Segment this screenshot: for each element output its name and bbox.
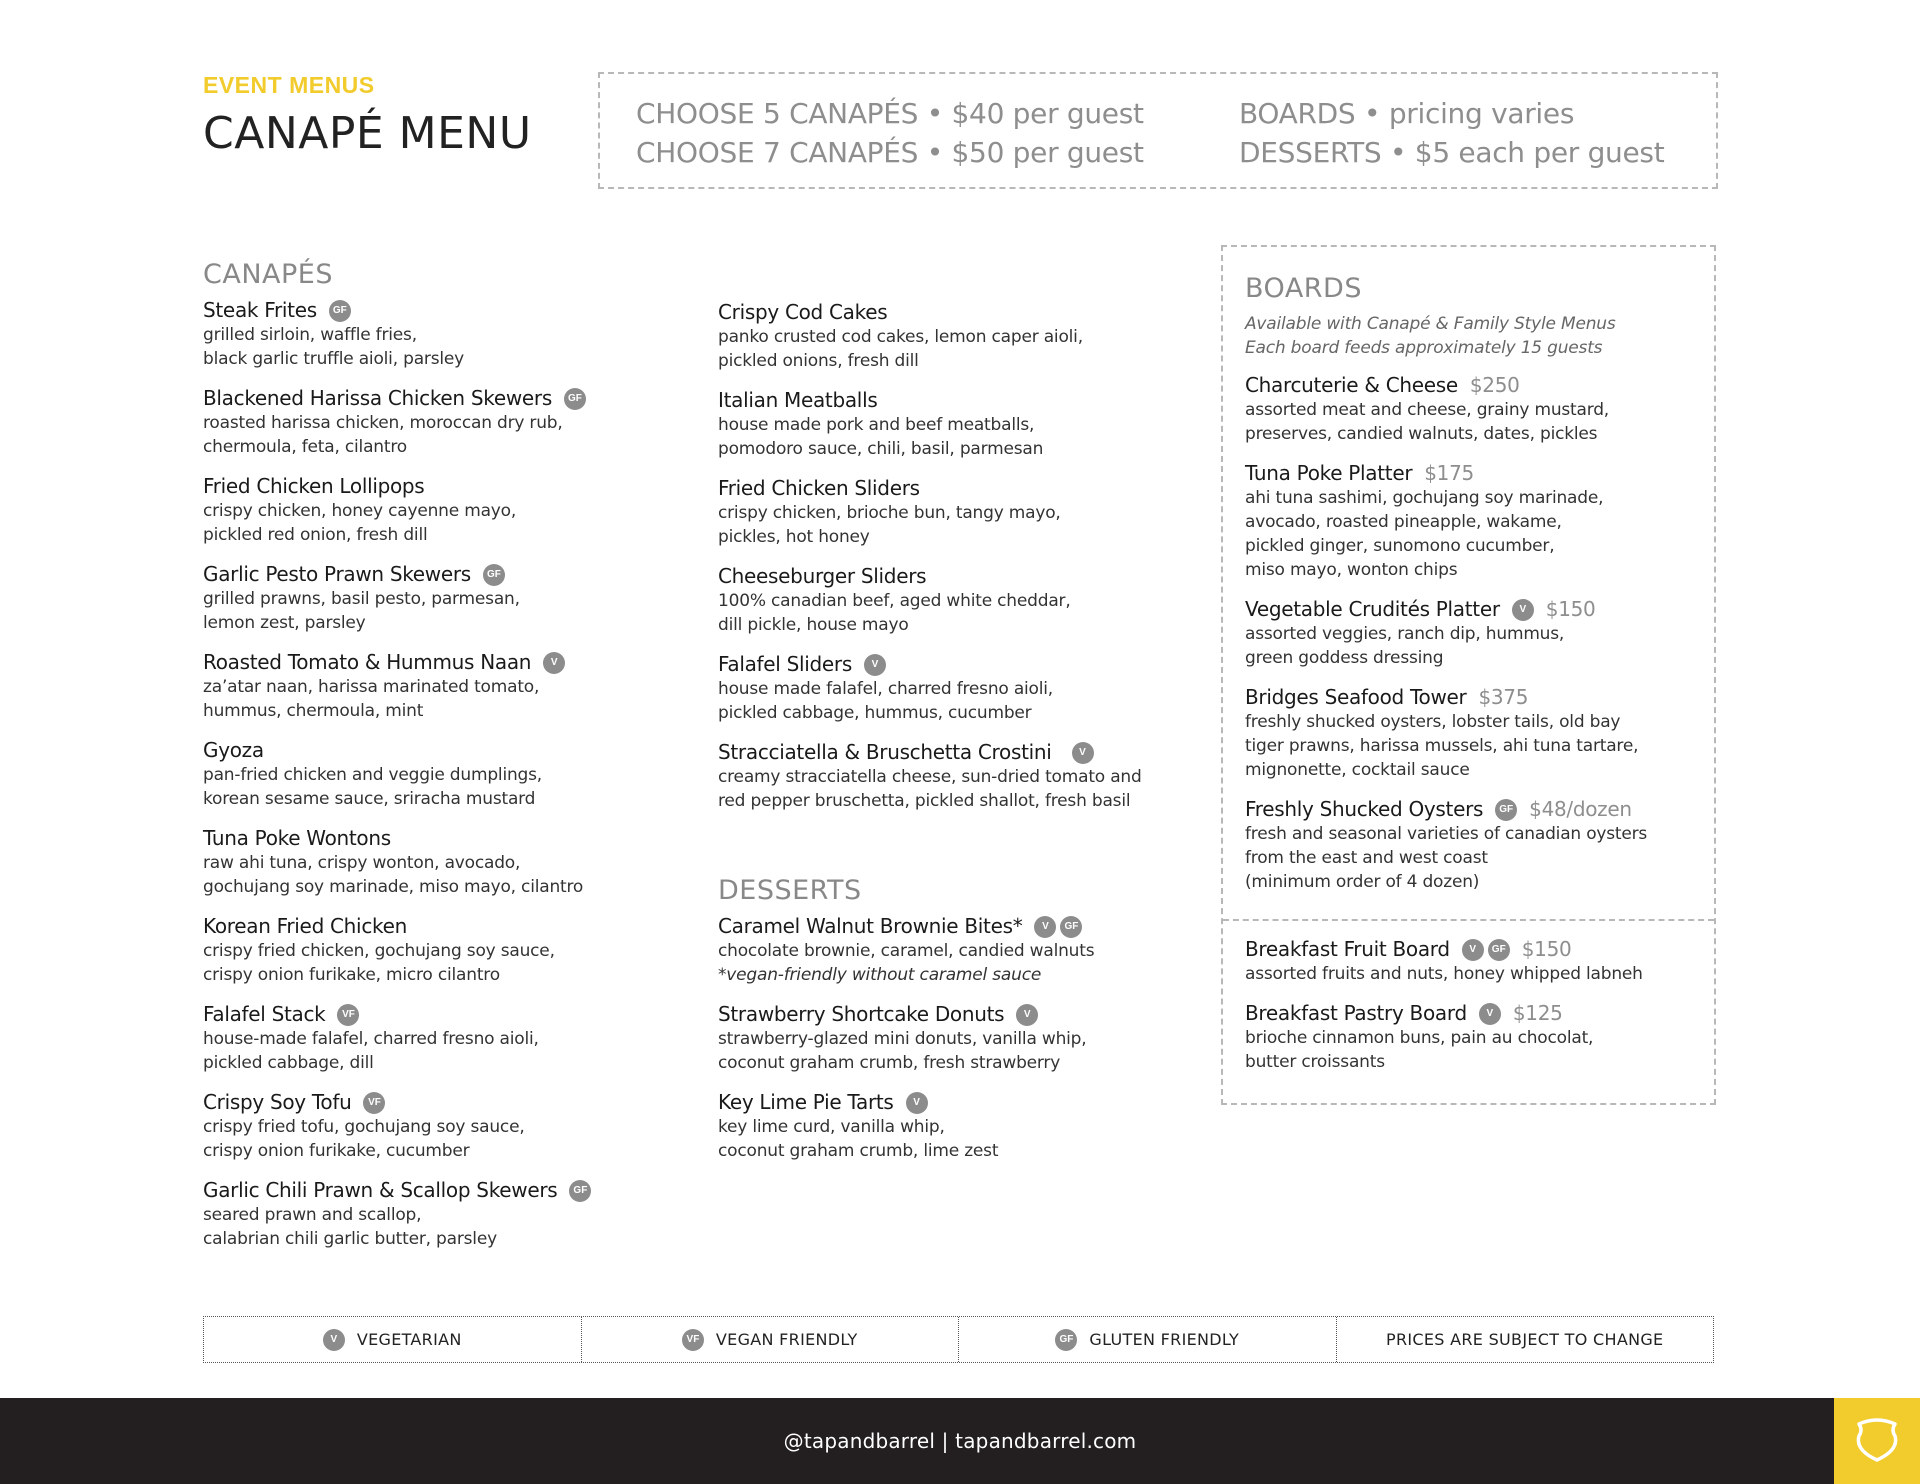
canapes-list <box>203 298 683 1251</box>
pricing-line: DESSERTS • $5 each per guest <box>1239 136 1665 169</box>
menu-item-description: grilled sirloin, waffle fries, black garlic truffle aioli, parsley <box>203 325 464 369</box>
menu-item <box>718 652 1208 725</box>
gluten-friendly-badge-icon: GF <box>329 300 351 322</box>
legend-prices-note <box>1337 1317 1714 1362</box>
menu-item-name-row <box>718 1090 1208 1115</box>
menu-item <box>203 1002 683 1075</box>
menu-item-name-row <box>718 388 1208 413</box>
menu-item-description: crispy fried tofu, gochujang soy sauce, crispy onion furikake, cucumber <box>203 1117 525 1161</box>
menu-item-name: Stracciatella & Bruschetta Crostini <box>718 740 1052 764</box>
menu-item-note: *vegan-friendly without caramel sauce <box>718 965 1042 985</box>
menu-item-description: ahi tuna sashimi, gochujang soy marinade, avocado, roasted pineapple, wakame, pickled ginger, sunomono cucumber, miso mayo, wonton chips <box>1245 488 1604 580</box>
menu-item-name: Roasted Tomato & Hummus Naan <box>203 650 532 674</box>
menu-item-description: fresh and seasonal varieties of canadian oysters from the east and west coast (minimum order of 4 dozen) <box>1245 824 1648 892</box>
menu-item-description: assorted veggies, ranch dip, hummus, green goddess dressing <box>1245 624 1565 668</box>
menu-item-name: Caramel Walnut Brownie Bites* <box>718 914 1023 938</box>
menu-item-name-row <box>718 914 1208 939</box>
menu-item-name: Strawberry Shortcake Donuts <box>718 1002 1005 1026</box>
menu-item <box>203 1090 683 1163</box>
menu-item <box>203 738 683 811</box>
menu-item-name: Key Lime Pie Tarts <box>718 1090 894 1114</box>
menu-item-name-row <box>718 564 1208 589</box>
menu-item-name-row <box>203 474 683 499</box>
menu-item-description: raw ahi tuna, crispy wonton, avocado, gochujang soy marinade, miso mayo, cilantro <box>203 853 584 897</box>
menu-item <box>203 298 683 371</box>
boards-upper <box>1245 269 1705 909</box>
menu-item-name-row <box>1245 797 1705 822</box>
vegetarian-badge-icon: V <box>1462 939 1484 961</box>
menu-item-name: Breakfast Fruit Board <box>1245 937 1450 961</box>
menu-item-name: Korean Fried Chicken <box>203 914 407 938</box>
menu-item <box>203 1178 683 1251</box>
legend-label: PRICES ARE SUBJECT TO CHANGE <box>1386 1330 1664 1349</box>
menu-item-name-row <box>203 1178 683 1203</box>
legend-gluten-friendly <box>959 1317 1337 1362</box>
menu-item <box>1245 461 1705 582</box>
menu-item-description: assorted meat and cheese, grainy mustard, preserves, candied walnuts, dates, pickles <box>1245 400 1610 444</box>
menu-item-name: Crispy Cod Cakes <box>718 300 888 324</box>
legend-label: GLUTEN FRIENDLY <box>1089 1330 1240 1349</box>
menu-item-name: Garlic Pesto Prawn Skewers <box>203 562 471 586</box>
menu-item <box>203 914 683 987</box>
menu-item-description: key lime curd, vanilla whip, coconut graham crumb, lime zest <box>718 1117 999 1161</box>
page-title: CANAPÉ MENU <box>203 108 532 159</box>
menu-item-description: house made pork and beef meatballs, pomodoro sauce, chili, basil, parmesan <box>718 415 1044 459</box>
canapes-heading: CANAPÉS <box>203 259 333 290</box>
menu-item-description: brioche cinnamon buns, pain au chocolat, butter croissants <box>1245 1028 1594 1072</box>
menu-item-description: house made falafel, charred fresno aioli, pickled cabbage, hummus, cucumber <box>718 679 1054 723</box>
menu-item <box>718 300 1208 373</box>
menu-item <box>1245 685 1705 782</box>
menu-item-name-row <box>203 298 683 323</box>
menu-item <box>1245 597 1705 670</box>
menu-item <box>718 564 1208 637</box>
menu-item-name-row <box>718 476 1208 501</box>
pricing-line: BOARDS • pricing varies <box>1239 97 1575 130</box>
vegetarian-badge-icon: V <box>543 652 565 674</box>
menu-item-name-row <box>203 826 683 851</box>
menu-item-price: $250 <box>1469 373 1520 397</box>
menu-item <box>718 914 1208 987</box>
menu-item-name-row <box>203 562 683 587</box>
gluten-friendly-badge-icon: GF <box>1060 916 1082 938</box>
boards-list <box>1245 373 1705 894</box>
menu-item-name: Crispy Soy Tofu <box>203 1090 352 1114</box>
eyebrow-label: EVENT MENUS <box>203 72 375 98</box>
menu-item <box>1245 797 1705 894</box>
menu-item-description: za’atar naan, harissa marinated tomato, hummus, chermoula, mint <box>203 677 540 721</box>
shield-logo-icon <box>1834 1398 1920 1484</box>
menu-item-name: Blackened Harissa Chicken Skewers <box>203 386 552 410</box>
menu-item <box>203 562 683 635</box>
menu-item <box>203 386 683 459</box>
menu-item-name: Falafel Stack <box>203 1002 326 1026</box>
vegan-friendly-badge-icon: VF <box>682 1329 704 1351</box>
footer <box>0 1398 1920 1484</box>
gluten-friendly-badge-icon: GF <box>1495 799 1517 821</box>
menu-item-name-row <box>203 386 683 411</box>
menu-item <box>718 1090 1208 1163</box>
menu-item-description: chocolate brownie, caramel, candied walnuts <box>718 941 1095 961</box>
menu-item-name-row <box>203 1090 683 1115</box>
menu-item-name-row <box>203 650 683 675</box>
canapes-column-2 <box>718 300 1208 1178</box>
menu-item-description: pan-fried chicken and veggie dumplings, korean sesame sauce, sriracha mustard <box>203 765 542 809</box>
menu-item-description: crispy chicken, brioche bun, tangy mayo, pickles, hot honey <box>718 503 1061 547</box>
pricing-column-left <box>636 94 1239 167</box>
desserts-list <box>718 914 1208 1163</box>
legend-label: VEGETARIAN <box>356 1330 462 1349</box>
menu-item-name: Tuna Poke Wontons <box>203 826 391 850</box>
pricing-line: CHOOSE 5 CANAPÉS • $40 per guest <box>636 97 1144 130</box>
menu-item-description: grilled prawns, basil pesto, parmesan, lemon zest, parsley <box>203 589 520 633</box>
menu-item-name: Cheeseburger Sliders <box>718 564 927 588</box>
menu-item-description: seared prawn and scallop, calabrian chili garlic butter, parsley <box>203 1205 497 1249</box>
pricing-line: CHOOSE 7 CANAPÉS • $50 per guest <box>636 136 1144 169</box>
pricing-box <box>598 72 1718 189</box>
menu-item-description: roasted harissa chicken, moroccan dry rub, chermoula, feta, cilantro <box>203 413 563 457</box>
menu-item-name-row <box>718 300 1208 325</box>
canapes-list <box>718 300 1208 813</box>
footer-links[interactable]: @tapandbarrel | tapandbarrel.com <box>783 1429 1137 1453</box>
boards-panel <box>1221 245 1716 1105</box>
menu-item-description: strawberry-glazed mini donuts, vanilla whip, coconut graham crumb, fresh strawberry <box>718 1029 1087 1073</box>
gluten-friendly-badge-icon: GF <box>564 388 586 410</box>
gluten-friendly-badge-icon: GF <box>1488 939 1510 961</box>
menu-item-name: Freshly Shucked Oysters <box>1245 797 1484 821</box>
menu-item-name-row <box>1245 597 1705 622</box>
vegetarian-badge-icon: V <box>1479 1003 1501 1025</box>
legend-bar <box>203 1316 1714 1363</box>
vegetarian-badge-icon: V <box>1512 599 1534 621</box>
spacer <box>718 828 1208 871</box>
vegan-friendly-badge-icon: VF <box>337 1004 359 1026</box>
menu-item-name-row <box>1245 685 1705 710</box>
breakfast-list <box>1245 937 1705 1074</box>
menu-item-name: Tuna Poke Platter <box>1245 461 1413 485</box>
legend-vegan-friendly <box>582 1317 960 1362</box>
menu-item-description: creamy stracciatella cheese, sun-dried tomato and red pepper bruschetta, pickled shallot, fresh basil <box>718 767 1142 811</box>
breakfast-boards <box>1245 937 1705 1089</box>
pricing-column-right <box>1239 94 1664 167</box>
menu-item-name: Steak Frites <box>203 298 317 322</box>
menu-item <box>203 474 683 547</box>
menu-item-name-row <box>1245 937 1705 962</box>
menu-item-name-row <box>1245 461 1705 486</box>
menu-item <box>1245 373 1705 446</box>
canapes-column-1 <box>203 255 683 1266</box>
menu-item-name-row <box>718 740 1208 765</box>
desserts-heading: DESSERTS <box>718 875 862 906</box>
menu-item-name: Breakfast Pastry Board <box>1245 1001 1467 1025</box>
divider <box>1223 919 1714 921</box>
boards-subtitle: Available with Canapé & Family Style Menus Each board feeds approximately 15 guests <box>1245 314 1616 358</box>
menu-item-name: Gyoza <box>203 738 264 762</box>
menu-item-description: assorted fruits and nuts, honey whipped labneh <box>1245 964 1643 984</box>
menu-item <box>1245 1001 1705 1074</box>
vegetarian-badge-icon: V <box>323 1329 345 1351</box>
menu-item <box>718 1002 1208 1075</box>
menu-item-description: crispy fried chicken, gochujang soy sauce, crispy onion furikake, micro cilantro <box>203 941 555 985</box>
vegetarian-badge-icon: V <box>1072 742 1094 764</box>
gluten-friendly-badge-icon: GF <box>483 564 505 586</box>
vegetarian-badge-icon: V <box>1016 1004 1038 1026</box>
menu-item-name: Falafel Sliders <box>718 652 852 676</box>
vegetarian-badge-icon: V <box>864 654 886 676</box>
menu-item-description: house-made falafel, charred fresno aioli, pickled cabbage, dill <box>203 1029 539 1073</box>
vegetarian-badge-icon: V <box>1034 916 1056 938</box>
menu-item <box>1245 937 1705 986</box>
menu-item-name: Italian Meatballs <box>718 388 878 412</box>
menu-item <box>203 650 683 723</box>
menu-item-name: Fried Chicken Sliders <box>718 476 920 500</box>
menu-item-description: panko crusted cod cakes, lemon caper aioli, pickled onions, fresh dill <box>718 327 1083 371</box>
menu-item-description: 100% canadian beef, aged white cheddar, dill pickle, house mayo <box>718 591 1071 635</box>
menu-item-price: $125 <box>1512 1001 1563 1025</box>
menu-item-name-row <box>203 914 683 939</box>
menu-item-description: crispy chicken, honey cayenne mayo, pickled red onion, fresh dill <box>203 501 517 545</box>
menu-item-name-row <box>203 738 683 763</box>
menu-item-name-row <box>203 1002 683 1027</box>
menu-item-price: $150 <box>1521 937 1572 961</box>
boards-heading: BOARDS <box>1245 273 1362 304</box>
menu-item-price: $48/dozen <box>1529 797 1632 821</box>
menu-item-name: Vegetable Crudités Platter <box>1245 597 1500 621</box>
menu-item <box>718 388 1208 461</box>
menu-item-name: Bridges Seafood Tower <box>1245 685 1467 709</box>
menu-item-name: Charcuterie & Cheese <box>1245 373 1458 397</box>
menu-item-name-row <box>1245 373 1705 398</box>
legend-vegetarian <box>204 1317 582 1362</box>
menu-item <box>718 476 1208 549</box>
menu-item-price: $375 <box>1478 685 1529 709</box>
menu-item-price: $150 <box>1545 597 1596 621</box>
menu-item-name-row <box>718 1002 1208 1027</box>
menu-item <box>203 826 683 899</box>
menu-item-name-row <box>1245 1001 1705 1026</box>
vegan-friendly-badge-icon: VF <box>363 1092 385 1114</box>
menu-item-name: Garlic Chili Prawn & Scallop Skewers <box>203 1178 558 1202</box>
menu-item-description: freshly shucked oysters, lobster tails, old bay tiger prawns, harissa mussels, ahi tuna tartare, mignonette, cocktail sauce <box>1245 712 1639 780</box>
menu-item-name-row <box>718 652 1208 677</box>
legend-label: VEGAN FRIENDLY <box>715 1330 858 1349</box>
gluten-friendly-badge-icon: GF <box>569 1180 591 1202</box>
menu-item <box>718 740 1208 813</box>
gluten-friendly-badge-icon: GF <box>1055 1329 1077 1351</box>
vegetarian-badge-icon: V <box>906 1092 928 1114</box>
menu-item-price: $175 <box>1424 461 1474 485</box>
menu-item-name: Fried Chicken Lollipops <box>203 474 425 498</box>
